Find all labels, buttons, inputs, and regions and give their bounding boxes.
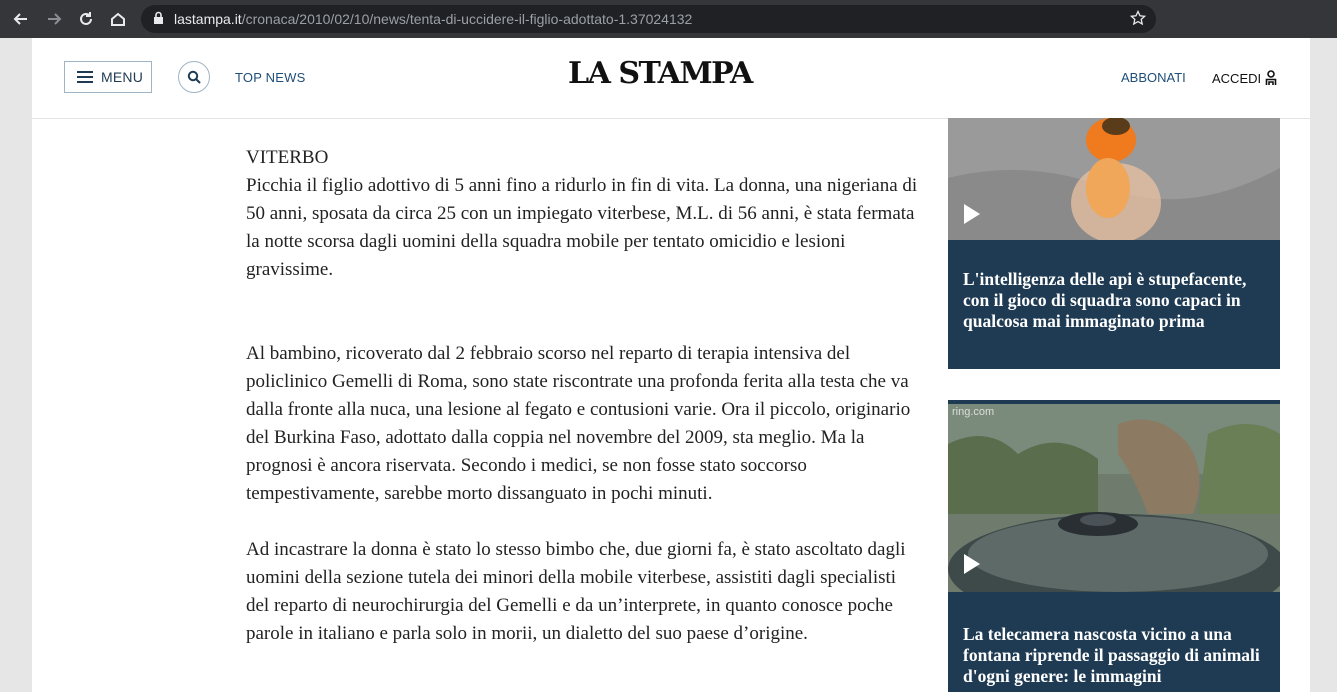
article-paragraph: Ad incastrare la donna è stato lo stesso bimbo che, due giorni fa, è stato ascoltato dagli uomini della sezione tutela dei minori della mobile viterbese, assistiti dagli specialisti del reparto di neurochirurgia del Gemelli e da un’interprete, in quanto conosce poche parole in italiano e parla solo in morii, un dialetto del suo paese d’origine. bbox=[246, 539, 906, 644]
video-title[interactable]: La telecamera nascosta vicino a una fontana riprende il passaggio di animali d'ogni genere: le immagini bbox=[963, 624, 1260, 686]
article-paragraph: Al bambino, ricoverato dal 2 febbraio scorso nel reparto di terapia intensiva del policlinico Gemelli di Roma, sono state riscontrate una profonda ferita alla testa che va dalla fronte alla nuca, una lesione al fegato e contusioni varie. Ora il piccolo, originario del Burkina Faso, adottato dalla coppia nel novembre del 2009, sta meglio. Ma la prognosi è ancora riservata. Secondo i medici, se non fosse stato soccorso tempestivamente, sarebbe morto dissanguato in pochi minuti. bbox=[246, 343, 911, 504]
site-logo[interactable]: LA STAMPA bbox=[568, 56, 752, 91]
user-icon bbox=[1265, 70, 1277, 86]
video-card[interactable] bbox=[948, 118, 1280, 369]
login-button[interactable] bbox=[1212, 70, 1277, 86]
back-icon[interactable] bbox=[9, 7, 33, 31]
video-thumbnail[interactable] bbox=[948, 404, 1280, 592]
search-button[interactable] bbox=[178, 61, 210, 93]
search-icon bbox=[187, 70, 201, 84]
address-bar[interactable] bbox=[141, 5, 1156, 33]
article-location: VITERBO bbox=[246, 147, 329, 168]
url-text bbox=[174, 11, 692, 27]
video-card[interactable] bbox=[948, 400, 1280, 692]
video-watermark: ring.com bbox=[952, 406, 995, 418]
hamburger-icon bbox=[77, 71, 93, 83]
bookmark-star-icon[interactable] bbox=[1130, 10, 1146, 31]
bee-bottle-image bbox=[948, 118, 1280, 240]
lock-icon bbox=[153, 11, 164, 30]
coyote-fountain-image bbox=[948, 404, 1280, 592]
menu-label: MENU bbox=[101, 69, 144, 85]
top-news-link[interactable]: TOP NEWS bbox=[235, 70, 306, 85]
subscribe-link[interactable]: ABBONATI bbox=[1121, 70, 1186, 85]
url-domain: lastampa.it bbox=[174, 11, 242, 27]
page bbox=[32, 38, 1310, 692]
login-label: ACCEDI bbox=[1212, 70, 1262, 86]
site-header bbox=[32, 38, 1310, 119]
home-icon[interactable] bbox=[106, 7, 130, 31]
article-paragraph: Picchia il figlio adottivo di 5 anni fino a ridurlo in fin di vita. La donna, una nigeriana di 50 anni, sposata da circa 25 con un impiegato viterbese, M.L. di 56 anni, è stata fermata la notte scorsa dagli uomini della squadra mobile per tentato omicidio e lesioni gravissime. bbox=[246, 175, 918, 280]
url-path: /cronaca/2010/02/10/news/tenta-di-uccidere-il-figlio-adottato-1.37024132 bbox=[241, 11, 693, 27]
reload-icon[interactable] bbox=[74, 7, 98, 31]
menu-button[interactable] bbox=[64, 61, 152, 93]
video-thumbnail[interactable] bbox=[948, 118, 1280, 240]
video-title[interactable]: L'intelligenza delle api è stupefacente, con il gioco di squadra sono capaci in qualcosa mai immaginato prima bbox=[963, 269, 1247, 331]
play-icon bbox=[964, 554, 980, 574]
play-icon bbox=[964, 204, 980, 224]
article-body bbox=[246, 144, 921, 648]
forward-icon[interactable] bbox=[42, 7, 66, 31]
browser-toolbar bbox=[0, 0, 1337, 38]
